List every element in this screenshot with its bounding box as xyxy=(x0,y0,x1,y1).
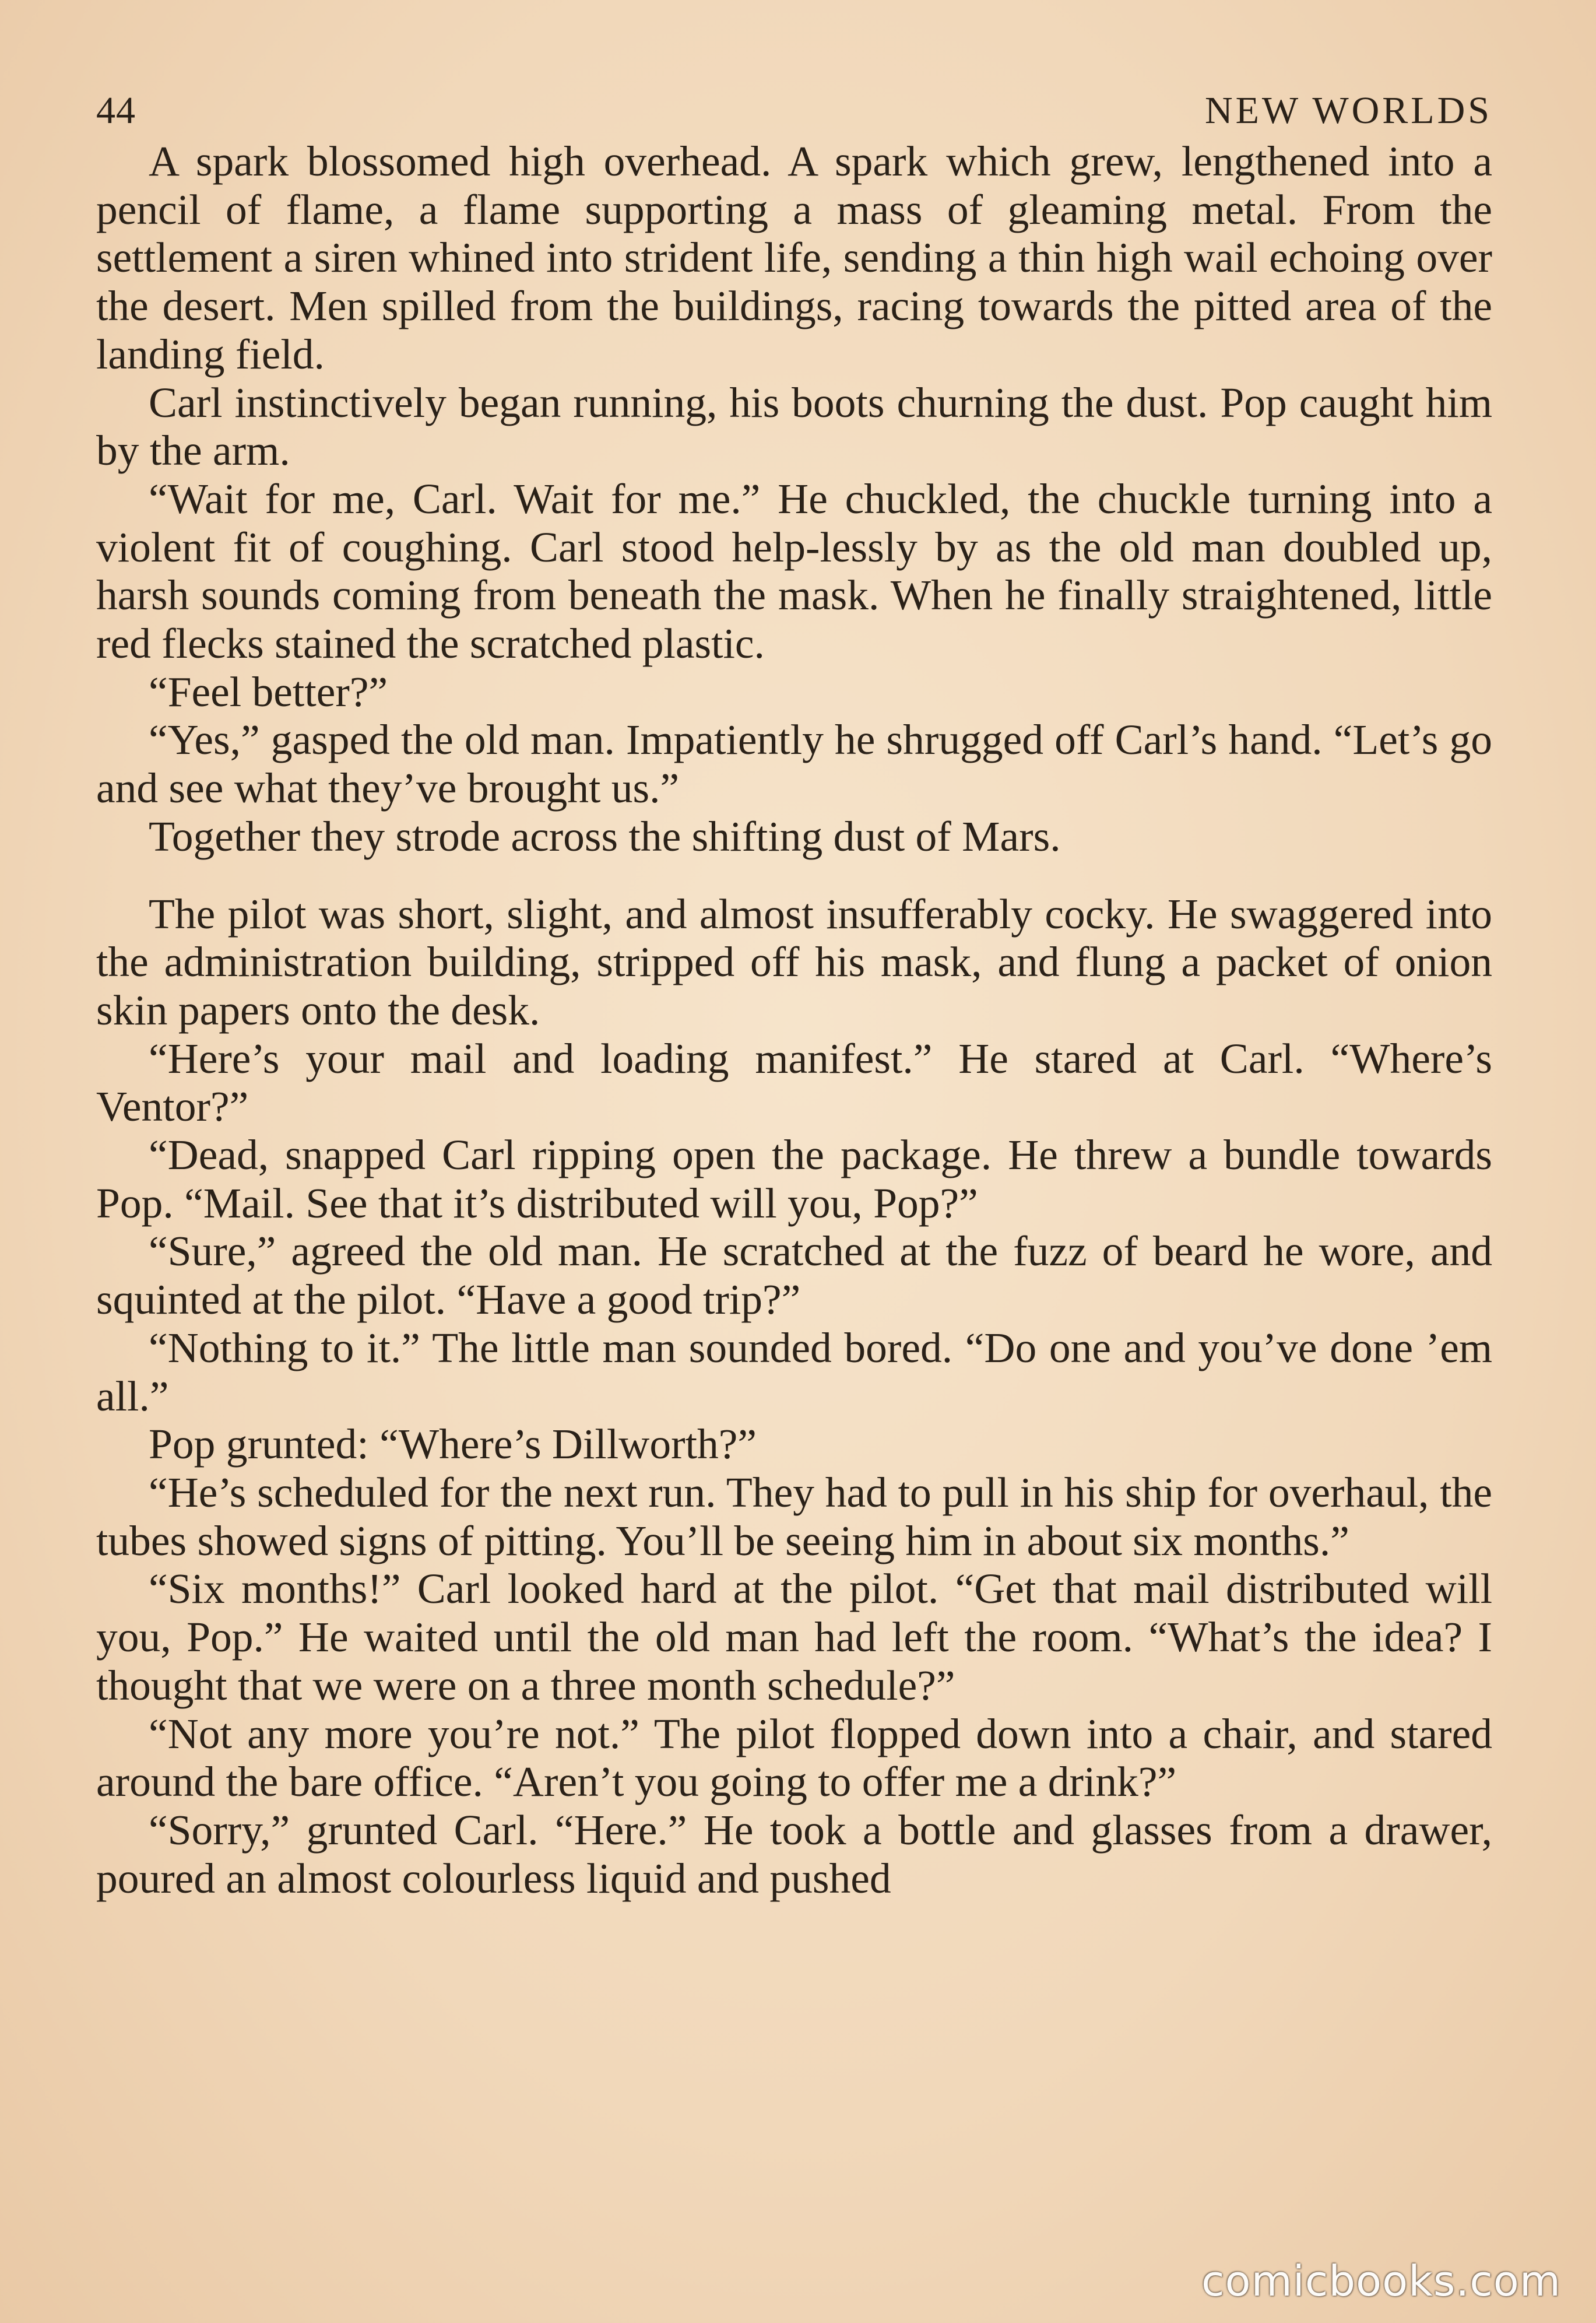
paragraph: “Feel better?” xyxy=(149,668,388,715)
paragraph: “He’s scheduled for the next run. They had to pull in his ship for overhaul, the tubes showed signs of pitting. You’ll be seeing him in about six months.” xyxy=(96,1468,1492,1564)
paragraph: “Nothing to it.” The little man sounded bored. “Do one and you’ve done ’em all.” xyxy=(96,1324,1492,1420)
paragraph: Pop grunted: “Where’s Dillworth?” xyxy=(149,1420,757,1468)
running-title: NEW WORLDS xyxy=(1204,89,1492,132)
book-page xyxy=(96,87,1492,1903)
paragraph: “Dead, snapped Carl ripping open the package. He threw a bundle towards Pop. “Mail. See that it’s distributed will you, Pop?” xyxy=(96,1131,1492,1227)
paragraph: The pilot was short, slight, and almost insufferably cocky. He swaggered into the administration building, stripped off his mask, and flung a packet of onion skin papers onto the desk. xyxy=(96,890,1492,1034)
watermark: comicbooks.com xyxy=(1201,2257,1561,2306)
section-break xyxy=(96,861,1492,890)
page-number: 44 xyxy=(96,89,136,132)
body-text xyxy=(96,138,1492,1903)
paragraph: “Here’s your mail and loading manifest.” He stared at Carl. “Where’s Ventor?” xyxy=(96,1034,1492,1131)
paragraph: “Not any more you’re not.” The pilot flopped down into a chair, and stared around the bare office. “Aren’t you going to offer me a drink?” xyxy=(96,1710,1492,1806)
paragraph: “Sure,” agreed the old man. He scratched at the fuzz of beard he wore, and squinted at the pilot. “Have a good trip?” xyxy=(96,1227,1492,1324)
page-header xyxy=(96,87,1492,134)
paragraph: Together they strode across the shifting dust of Mars. xyxy=(149,812,1061,860)
paragraph: “Yes,” gasped the old man. Impatiently he shrugged off Carl’s hand. “Let’s go and see what they’ve brought us.” xyxy=(96,716,1492,812)
paragraph: A spark blossomed high overhead. A spark which grew, lengthened into a pencil of flame, a flame supporting a mass of gleaming metal. From the settlement a siren whined into strident life, sending a thin high wail echoing over the desert. Men spilled from the buildings, racing towards the pitted area of the landing field. xyxy=(96,138,1492,378)
paragraph: “Wait for me, Carl. Wait for me.” He chuckled, the chuckle turning into a violent fit of coughing. Carl stood help-lessly by as the old man doubled up, harsh sounds coming from beneath the mask. When he finally straightened, little red flecks stained the scratched plastic. xyxy=(96,475,1492,668)
paragraph: “Sorry,” grunted Carl. “Here.” He took a bottle and glasses from a drawer, poured an almost colourless liquid and pushed xyxy=(96,1806,1492,1902)
paragraph: Carl instinctively began running, his boots churning the dust. Pop caught him by the arm. xyxy=(96,378,1492,475)
paragraph: “Six months!” Carl looked hard at the pilot. “Get that mail distributed will you, Pop.” He waited until the old man had left the room. “What’s the idea? I thought that we were on a three month schedule?” xyxy=(96,1565,1492,1709)
